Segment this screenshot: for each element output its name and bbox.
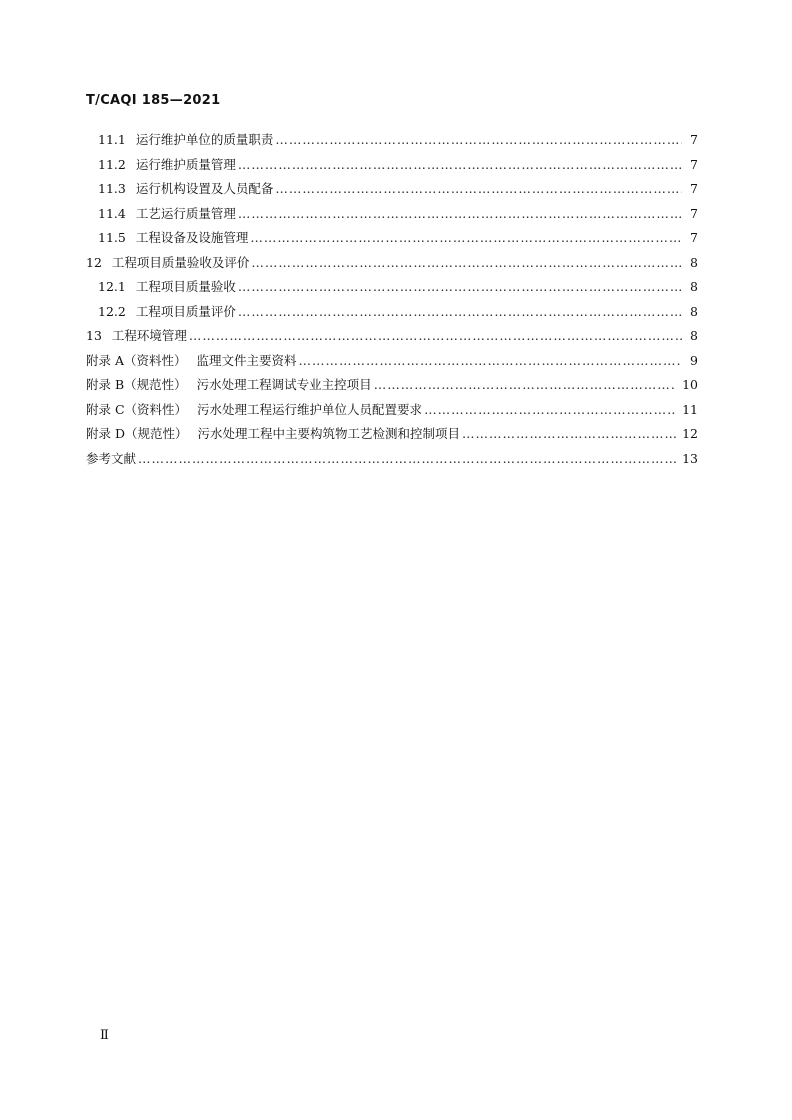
toc-entry-title: 工艺运行质量管理 [135, 205, 236, 221]
toc-entry-title: 污水处理工程运行维护单位人员配置要求 [197, 401, 423, 417]
page-number: Ⅱ [100, 1028, 109, 1043]
toc-entry-title: 参考文献 [86, 450, 137, 466]
toc-leader-dots [138, 451, 676, 466]
toc-entry-number: 13 [86, 328, 102, 343]
toc-entry-11-4[interactable] [86, 204, 698, 229]
toc-entry-title: 工程项目质量评价 [135, 303, 236, 319]
toc-leader-dots [424, 402, 676, 417]
toc-entry-page: 8 [690, 328, 698, 343]
toc-entry-title: 污水处理工程中主要构筑物工艺检测和控制项目 [197, 426, 461, 441]
toc-leader-dots [374, 377, 676, 392]
toc-leader-dots [251, 255, 682, 270]
document-code: T/CAQI 185—2021 [86, 93, 221, 108]
toc-entry-number: 11.4 [98, 205, 126, 221]
toc-entry-appendix-a[interactable] [86, 351, 698, 376]
toc-entry-page: 7 [690, 132, 698, 147]
toc-entry-number: 11.1 [98, 132, 126, 147]
toc-entry-number: 12.2 [98, 303, 126, 319]
toc-leader-dots [189, 328, 682, 343]
toc-entry-appendix-b[interactable] [86, 375, 698, 400]
toc-entry-page: 9 [690, 352, 698, 368]
toc-entry-12-2[interactable] [86, 302, 698, 327]
toc-entry-number: 附录 A（资料性） [86, 352, 187, 368]
toc-entry-title: 污水处理工程调试专业主控项目 [196, 377, 372, 392]
toc-entry-number: 12 [86, 254, 102, 270]
toc-entry-title: 监理文件主要资料 [196, 352, 297, 368]
toc-entry-title: 运行维护单位的质量职责 [135, 132, 274, 147]
toc-entry-page: 13 [682, 450, 698, 466]
toc-leader-dots [275, 132, 682, 147]
toc-entry-11-3[interactable] [86, 179, 698, 204]
toc-entry-12-1[interactable] [86, 277, 698, 302]
toc-leader-dots [275, 181, 682, 196]
toc-leader-dots [238, 206, 682, 221]
toc-entry-number: 12.1 [98, 279, 126, 294]
toc-entry-11-5[interactable] [86, 228, 698, 253]
toc-entry-number: 附录 B（规范性） [86, 377, 187, 392]
toc-entry-number: 附录 C（资料性） [86, 401, 188, 417]
table-of-contents [86, 130, 698, 473]
toc-entry-number: 11.2 [98, 156, 126, 172]
toc-entry-page: 10 [682, 377, 698, 392]
toc-entry-page: 8 [690, 279, 698, 294]
toc-entry-title: 运行维护质量管理 [135, 156, 236, 172]
toc-leader-dots [238, 304, 682, 319]
toc-entry-title: 工程项目质量验收及评价 [111, 254, 250, 270]
toc-entry-title: 工程设备及设施管理 [135, 230, 249, 245]
toc-entry-title: 工程项目质量验收 [135, 279, 236, 294]
toc-entry-references[interactable] [86, 449, 698, 474]
toc-entry-13[interactable] [86, 326, 698, 351]
toc-entry-12[interactable] [86, 253, 698, 278]
toc-entry-11-1[interactable] [86, 130, 698, 155]
toc-entry-11-2[interactable] [86, 155, 698, 180]
toc-entry-page: 7 [690, 156, 698, 172]
toc-entry-page: 8 [690, 254, 698, 270]
toc-entry-page: 7 [690, 230, 698, 245]
toc-leader-dots [238, 279, 682, 294]
toc-entry-title: 运行机构设置及人员配备 [135, 181, 274, 196]
toc-entry-appendix-d[interactable] [86, 424, 698, 449]
toc-entry-title: 工程环境管理 [111, 328, 187, 343]
toc-entry-page: 11 [682, 401, 698, 417]
toc-entry-page: 12 [682, 426, 698, 441]
toc-entry-page: 8 [690, 303, 698, 319]
toc-entry-appendix-c[interactable] [86, 400, 698, 425]
toc-entry-page: 7 [690, 181, 698, 196]
toc-entry-number: 11.5 [98, 230, 126, 245]
toc-entry-number: 附录 D（规范性） [86, 426, 188, 441]
toc-leader-dots [250, 230, 682, 245]
toc-entry-number: 11.3 [98, 181, 126, 196]
toc-leader-dots [462, 426, 676, 441]
toc-leader-dots [238, 157, 682, 172]
toc-leader-dots [299, 353, 682, 368]
toc-entry-page: 7 [690, 205, 698, 221]
